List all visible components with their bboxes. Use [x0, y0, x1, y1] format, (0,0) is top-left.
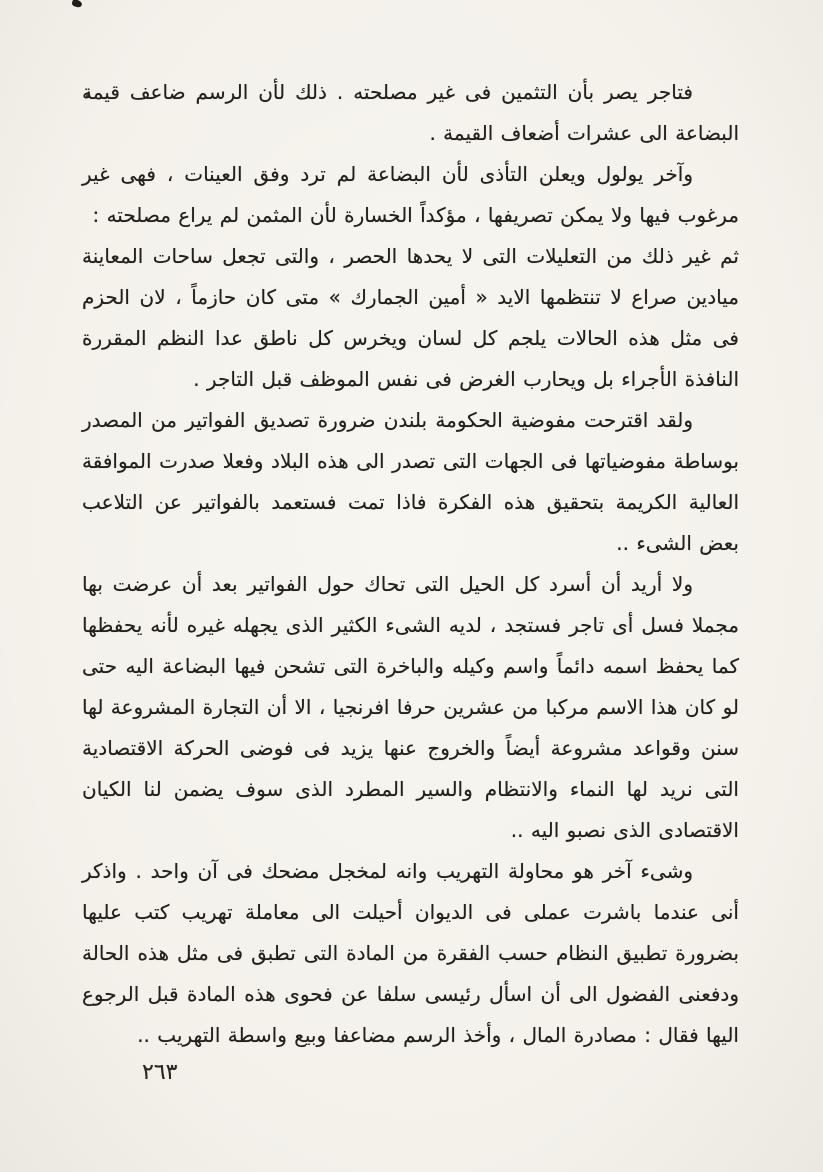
page-number: ٢٦٣	[142, 1060, 178, 1085]
scan-artifact-speck	[71, 0, 83, 8]
paragraph: وشىء آخر هو محاولة التهريب وانه لمخجل مضحك فى آن واحد . واذكر أنى عندما باشرت عملى فى الديوان أحيلت الى معاملة تهريب كتب عليها بضرورة تطبيق النظام حسب الفقرة من المادة التى تطبق فى مثل هذه الحالة ودفعنى الفضول الى أن اسأل رئيسى سلفا عن فحوى هذه المادة قبل الرجوع اليها فقال : مصادرة المال ، وأخذ الرسم مضاعفا وبيع واسطة التهريب ..	[82, 859, 739, 1047]
paragraph: وآخر يولول ويعلن التأذى لأن البضاعة لم ترد وفق العينات ، فهى غير مرغوب فيها ولا يمكن تصريفها ، مؤكداً الخسارة لأن المثمن لم يراع مصلحته :	[82, 162, 739, 227]
paragraph: ثم غير ذلك من التعليلات التى لا يحدها الحصر ، والتى تجعل ساحات المعاينة ميادين صراع لا تنتظمها الايد « أمين الجمارك » متى كان حازماً ، لان الحزم فى مثل هذه الحالات يلجم كل لسان ويخرس كل ناطق عدا النظم المقررة النافذة الأجراء بل ويحارب الغرض فى نفس الموظف قبل التاجر .	[82, 244, 739, 391]
paragraph: ولا أريد أن أسرد كل الحيل التى تحاك حول الفواتير بعد أن عرضت بها مجملا فسل أى تاجر فستجد ، لديه الشىء الكثير الذى يجهله غيره لأنه يحفظها كما يحفظ اسمه دائماً واسم وكيله والباخرة التى تشحن فيها البضاعة اليه حتى لو كان هذا الاسم مركبا من عشرين حرفا افرنجيا ، الا أن التجارة المشروعة لها سنن وقواعد مشروعة أيضاً والخروج عنها يزيد فى فوضى الحركة الاقتصادية التى نريد لها النماء والانتظام والسير المطرد الذى سوف يضمن لنا الكيان الاقتصادى الذى نصبو اليه ..	[82, 572, 739, 842]
paragraph: ولقد اقترحت مفوضية الحكومة بلندن ضرورة تصديق الفواتير من المصدر بوساطة مفوضياتها فى الجهات التى تصدر الى هذه البلاد وفعلا صدرت الموافقة العالية الكريمة بتحقيق هذه الفكرة فاذا تمت فستعمد بالفواتير عن التلاعب بعض الشىء ..	[82, 408, 739, 555]
paragraph: فتاجر يصر بأن التثمين فى غير مصلحته . ذلك لأن الرسم ضاعف قيمة البضاعة الى عشرات أضعاف القيمة .	[82, 80, 739, 145]
body-text	[82, 72, 739, 1056]
